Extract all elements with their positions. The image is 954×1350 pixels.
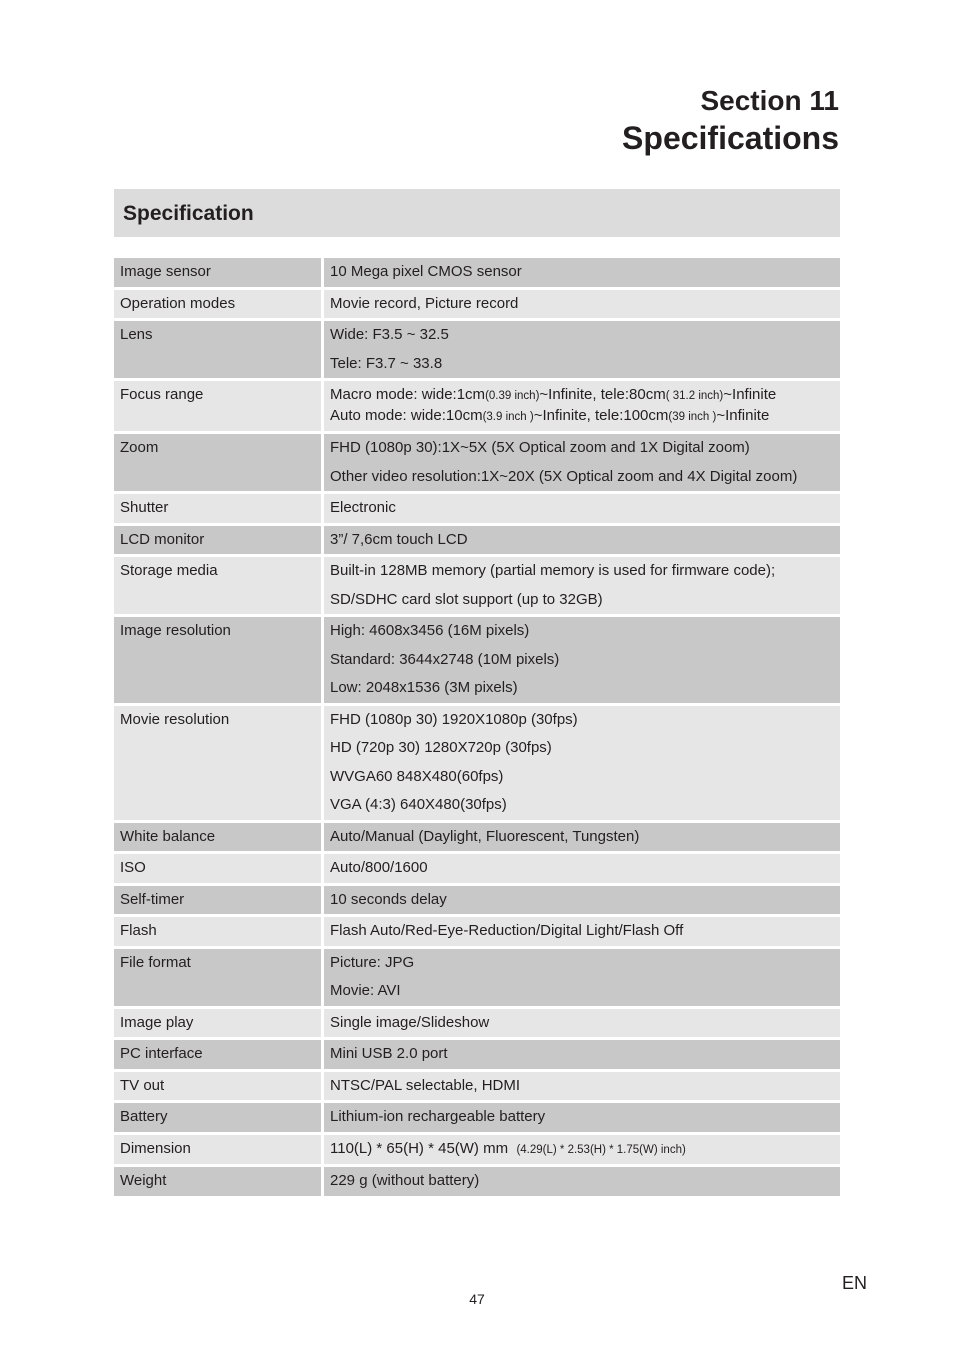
table-row (114, 854, 840, 883)
spec-label: Image sensor (114, 258, 324, 287)
table-row (114, 258, 840, 287)
spec-value-line: 3”/ 7,6cm touch LCD (330, 530, 468, 548)
table-row (114, 1040, 840, 1069)
section-header (622, 84, 839, 158)
spec-label: Weight (114, 1167, 324, 1196)
spec-label: Operation modes (114, 290, 324, 319)
spec-label: Self-timer (114, 886, 324, 915)
spec-value-line: Electronic (330, 499, 396, 516)
spec-value-line (330, 1135, 840, 1165)
table-row (114, 917, 840, 946)
spec-label: White balance (114, 823, 324, 852)
focus-inch: (0.39 inch) (485, 390, 540, 402)
spec-value (324, 917, 840, 946)
spec-value-line: WVGA60 848X480(60fps) (330, 767, 504, 785)
spec-value-line: Other video resolution:1X~20X (5X Optical zoom and 4X Digital zoom) (330, 467, 798, 485)
spec-value (324, 1009, 840, 1038)
spec-value-line: Movie: AVI (330, 982, 401, 999)
spec-label: TV out (114, 1072, 324, 1101)
spec-label: PC interface (114, 1040, 324, 1069)
spec-value-line: Auto/Manual (Daylight, Fluorescent, Tungsten) (330, 827, 640, 845)
table-row (114, 290, 840, 319)
spec-value (324, 1040, 840, 1069)
spec-label: Image resolution (114, 617, 324, 703)
page-number: 47 (469, 1291, 485, 1307)
spec-label: ISO (114, 854, 324, 883)
spec-label: Dimension (114, 1135, 324, 1165)
spec-value-line: Built-in 128MB memory (partial memory is used for firmware code); (330, 562, 776, 579)
spec-label: Zoom (114, 434, 324, 491)
section-number: Section 11 (700, 85, 839, 116)
table-row (114, 494, 840, 523)
focus-inch: (3.9 inch ) (482, 411, 534, 423)
language-label: EN (841, 1273, 867, 1293)
page-title: Specifications (622, 120, 839, 156)
spec-value-line: Tele: F3.7 ~ 33.8 (330, 354, 443, 372)
spec-label: Lens (114, 321, 324, 378)
spec-value-line (330, 385, 840, 406)
spec-value (324, 1072, 840, 1101)
spec-value (324, 258, 840, 287)
focus-text: Macro mode: wide:1cm (330, 386, 486, 403)
focus-inch: ( 31.2 inch) (665, 390, 724, 402)
spec-value-line: Picture: JPG (330, 953, 415, 971)
spec-value (324, 854, 840, 883)
spec-label: Shutter (114, 494, 324, 523)
table-row (114, 557, 840, 614)
table-row (114, 617, 840, 703)
focus-text: ~Infinite (723, 386, 777, 403)
spec-heading: Specification (114, 189, 840, 237)
spec-value (324, 1167, 840, 1196)
spec-value-line: VGA (4:3) 640X480(30fps) (330, 796, 507, 813)
spec-label: Battery (114, 1103, 324, 1132)
table-row (114, 1167, 840, 1196)
focus-inch: (39 inch ) (668, 411, 717, 423)
spec-value (324, 823, 840, 852)
table-row (114, 1135, 840, 1165)
spec-label: Movie resolution (114, 706, 324, 820)
focus-text: ~Infinite (716, 407, 770, 424)
focus-text: ~Infinite, tele:80cm (539, 386, 666, 403)
spec-value-line: Movie record, Picture record (330, 294, 519, 312)
spec-value (324, 321, 840, 378)
dimension-mm: 110(L) * 65(H) * 45(W) mm (330, 1139, 509, 1157)
spec-value (324, 1103, 840, 1132)
spec-value-line: FHD (1080p 30) 1920X1080p (30fps) (330, 710, 578, 728)
spec-table (114, 255, 840, 1199)
dimension-inch: (4.29(L) * 2.53(H) * 1.75(W) inch) (516, 1143, 686, 1156)
spec-value (324, 1135, 840, 1165)
spec-value (324, 949, 840, 1006)
spec-value (324, 494, 840, 523)
table-row (114, 886, 840, 915)
spec-value-line: Flash Auto/Red-Eye-Reduction/Digital Light/Flash Off (330, 922, 684, 939)
spec-label: Flash (114, 917, 324, 946)
table-row (114, 1103, 840, 1132)
spec-value (324, 557, 840, 614)
spec-value-line: Mini USB 2.0 port (330, 1045, 448, 1062)
spec-value (324, 526, 840, 555)
table-row (114, 823, 840, 852)
table-row (114, 949, 840, 1006)
spec-value-line (330, 406, 840, 427)
spec-value (324, 617, 840, 703)
spec-value-line: SD/SDHC card slot support (up to 32GB) (330, 590, 603, 608)
focus-text: Auto mode: wide:10cm (330, 407, 483, 424)
spec-value-line: 10 Mega pixel CMOS sensor (330, 263, 522, 280)
spec-label: Storage media (114, 557, 324, 614)
spec-label: File format (114, 949, 324, 1006)
spec-value-line: 229 g (without battery) (330, 1172, 480, 1189)
spec-value-line: HD (720p 30) 1280X720p (30fps) (330, 739, 552, 756)
focus-text: ~Infinite, tele:100cm (533, 407, 669, 424)
spec-value-line: Wide: F3.5 ~ 32.5 (330, 326, 449, 343)
spec-value-line: 10 seconds delay (330, 890, 447, 908)
table-row (114, 1072, 840, 1101)
spec-value-line: Low: 2048x1536 (3M pixels) (330, 679, 518, 696)
table-row (114, 526, 840, 555)
spec-value-line: High: 4608x3456 (16M pixels) (330, 622, 530, 639)
table-row (114, 381, 840, 431)
table-row (114, 434, 840, 491)
table-row (114, 1009, 840, 1038)
spec-label: Image play (114, 1009, 324, 1038)
spec-value-line: Lithium-ion rechargeable battery (330, 1108, 546, 1125)
spec-value-line: NTSC/PAL selectable, HDMI (330, 1076, 521, 1094)
spec-value (324, 290, 840, 319)
spec-value-line: Single image/Slideshow (330, 1013, 490, 1031)
table-row (114, 706, 840, 820)
spec-value-line: Standard: 3644x2748 (10M pixels) (330, 650, 560, 668)
spec-value-line: FHD (1080p 30):1X~5X (5X Optical zoom and 1X Digital zoom) (330, 439, 750, 456)
spec-label: Focus range (114, 381, 324, 431)
spec-value (324, 706, 840, 820)
spec-value-line: Auto/800/1600 (330, 859, 428, 876)
spec-value (324, 381, 840, 431)
table-row (114, 321, 840, 378)
spec-value (324, 886, 840, 915)
spec-value (324, 434, 840, 491)
spec-label: LCD monitor (114, 526, 324, 555)
